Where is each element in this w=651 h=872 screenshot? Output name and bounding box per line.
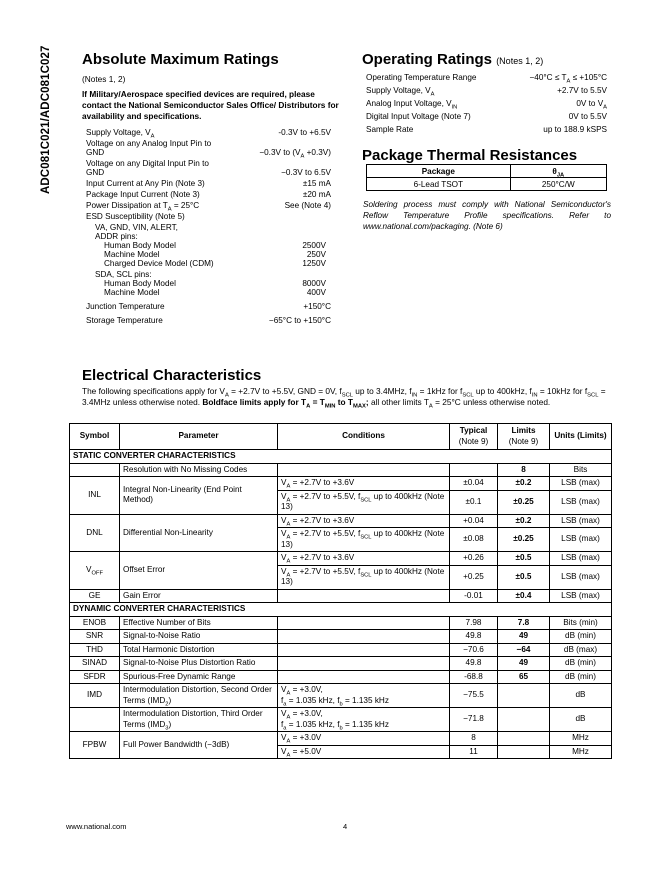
- table-row: IMD Intermodulation Distortion, Second Order Terms $(IMD_2)$ $V_A = +3.0V$, $f_a = 1.035$ kHz, $f_b = 1.135$ kHz −75.5 dB: [70, 684, 612, 708]
- soldering-note: Soldering process must comply with National Semiconductor's Reflow Temperature Profile specifications. Refer to www.national.com/packaging. (Note 6): [363, 200, 611, 231]
- ptr-title: Package Thermal Resistances: [362, 147, 578, 164]
- ec-table: [69, 423, 612, 759]
- amr-row: Supply Voltage, $V_A$ -0.3V to +6.5V: [86, 128, 331, 140]
- table-row: Resolution with No Missing Codes 8 Bits: [70, 463, 612, 477]
- or-row: Operating Temperature Range $-40^\circ C \le T_A \le +105^\circ C$: [366, 73, 607, 85]
- amr-row: Voltage on any Analog Input Pin to GND −0.3V to $(V_A +0.3V)$: [86, 139, 331, 160]
- table-row: $V_A = +2.7V$ to +5.5V, $f_{SCL}$ up to 400kHz (Note 13) +0.25 ±0.5 LSB (max): [70, 565, 612, 589]
- ec-description: The following specifications apply for $V_A = +2.7V$ to +5.5V, GND = 0V, $f_{SCL}$ up to 3.4MHz, $f_{IN} = 1kHz$ for $f_{SCL}$ up to 400kHz, $f_{IN} = 10kHz$ for $f_{SCL} = 3.4MHz$ unless otherwise noted. Boldface limits apply for $T_A = T_{MIN}$ to $T_{MAX}$; all other limits $T_A = 25^\circ C$ unless otherwise noted.: [82, 386, 606, 410]
- package-name: 6-Lead TSOT: [367, 178, 511, 191]
- amr-row: Voltage on any Digital Input Pin to GND −0.3V to 6.5V: [86, 159, 331, 177]
- table-row: $V_A = +2.7V$ to +5.5V, $f_{SCL}$ up to 400kHz (Note 13) ±0.1 ±0.25 LSB (max): [70, 490, 612, 514]
- col-theta: $\theta_{JA}$: [510, 165, 606, 178]
- esd-pins: ADDR pins:: [95, 232, 138, 241]
- table-row: GE Gain Error -0.01 ±0.4 LSB (max): [70, 589, 612, 603]
- table-row: INL Integral Non-Linearity (End Point Method) $V_A = +2.7V$ to +3.6V ±0.04 ±0.2 LSB (max): [70, 477, 612, 491]
- table-row: Intermodulation Distortion, Third Order Terms $(IMD_3)$ $V_A = +3.0V$, $f_a = 1.035$ kHz, $f_b = 1.135$ kHz −71.8 dB: [70, 708, 612, 732]
- thermal-table: [366, 164, 607, 191]
- esd-row: Charged Device Model (CDM) 1250V: [104, 259, 326, 268]
- theta-value: 250°C/W: [510, 178, 606, 191]
- esd-title: ESD Susceptibility (Note 5): [86, 212, 185, 221]
- esd-pins: VA, GND, VIN, ALERT,: [95, 223, 178, 232]
- page-number: 4: [343, 822, 348, 831]
- esd-row: Machine Model 400V: [104, 288, 326, 297]
- or-title: Operating Ratings (Notes 1, 2): [362, 51, 544, 68]
- esd-row: Machine Model 250V: [104, 250, 326, 259]
- esd-row: Human Body Model 8000V: [104, 279, 326, 288]
- side-title: ADC081C021/ADC081C027: [40, 45, 52, 194]
- table-row: SFDR Spurious-Free Dynamic Range -68.8 65 dB (min): [70, 670, 612, 684]
- or-row: Analog Input Voltage, $V_{IN}$ 0V to $V_A$: [366, 99, 607, 111]
- header-row: Symbol Parameter Conditions Typical (Note 9) Limits (Note 9) Units (Limits): [70, 424, 612, 450]
- section-dynamic: DYNAMIC CONVERTER CHARACTERISTICS: [70, 603, 612, 617]
- amr-list: [86, 128, 331, 327]
- col-package: Package: [367, 165, 511, 178]
- amr-row: Package Input Current (Note 3) ±20 mA: [86, 190, 331, 199]
- amr-row: Input Current at Any Pin (Note 3) ±15 mA: [86, 179, 331, 188]
- junction-row: Junction Temperature +150°C: [86, 302, 331, 311]
- table-row: $V_A = +5.0V$ 11 MHz: [70, 745, 612, 759]
- amr-notes: (Notes 1, 2): [82, 74, 126, 84]
- esd-pins: SDA, SCL pins:: [95, 270, 152, 279]
- esd-row: Human Body Model 2500V: [104, 241, 326, 250]
- or-list: [366, 73, 607, 138]
- military-notice: If Military/Aerospace specified devices are required, please contact the National Semiconductor Sales Office/ Distributors for availability and specifications.: [82, 89, 339, 121]
- or-row: Sample Rate up to 188.9 kSPS: [366, 125, 607, 134]
- table-row: FPBW Full Power Bandwidth (−3dB) $V_A = +3.0V$ 8 MHz: [70, 732, 612, 746]
- table-row: $V_{OFF}$ Offset Error $V_A = +2.7V$ to +3.6V +0.26 ±0.5 LSB (max): [70, 552, 612, 566]
- or-row: Supply Voltage, $V_A$ +2.7V to 5.5V: [366, 86, 607, 98]
- section-static: STATIC CONVERTER CHARACTERISTICS: [70, 450, 612, 464]
- table-row: ENOB Effective Number of Bits 7.98 7.8 Bits (min): [70, 616, 612, 630]
- ec-title: Electrical Characteristics: [82, 367, 262, 384]
- amr-row: Power Dissipation at $T_A = 25^\circ C$ See (Note 4): [86, 201, 331, 213]
- table-row: THD Total Harmonic Distortion −70.6 −64 dB (max): [70, 643, 612, 657]
- table-row: SNR Signal-to-Noise Ratio 49.8 49 dB (min): [70, 630, 612, 644]
- or-row: Digital Input Voltage (Note 7) 0V to 5.5V: [366, 112, 607, 121]
- table-row: SINAD Signal-to-Noise Plus Distortion Ratio 49.8 49 dB (min): [70, 657, 612, 671]
- table-row: DNL Differential Non-Linearity $V_A = +2.7V$ to +3.6V +0.04 ±0.2 LSB (max): [70, 514, 612, 528]
- table-row: $V_A = +2.7V$ to +5.5V, $f_{SCL}$ up to 400kHz (Note 13) ±0.08 ±0.25 LSB (max): [70, 528, 612, 552]
- amr-title: Absolute Maximum Ratings: [82, 51, 279, 68]
- footer-site[interactable]: www.national.com: [66, 822, 127, 831]
- storage-row: Storage Temperature −65°C to +150°C: [86, 316, 331, 325]
